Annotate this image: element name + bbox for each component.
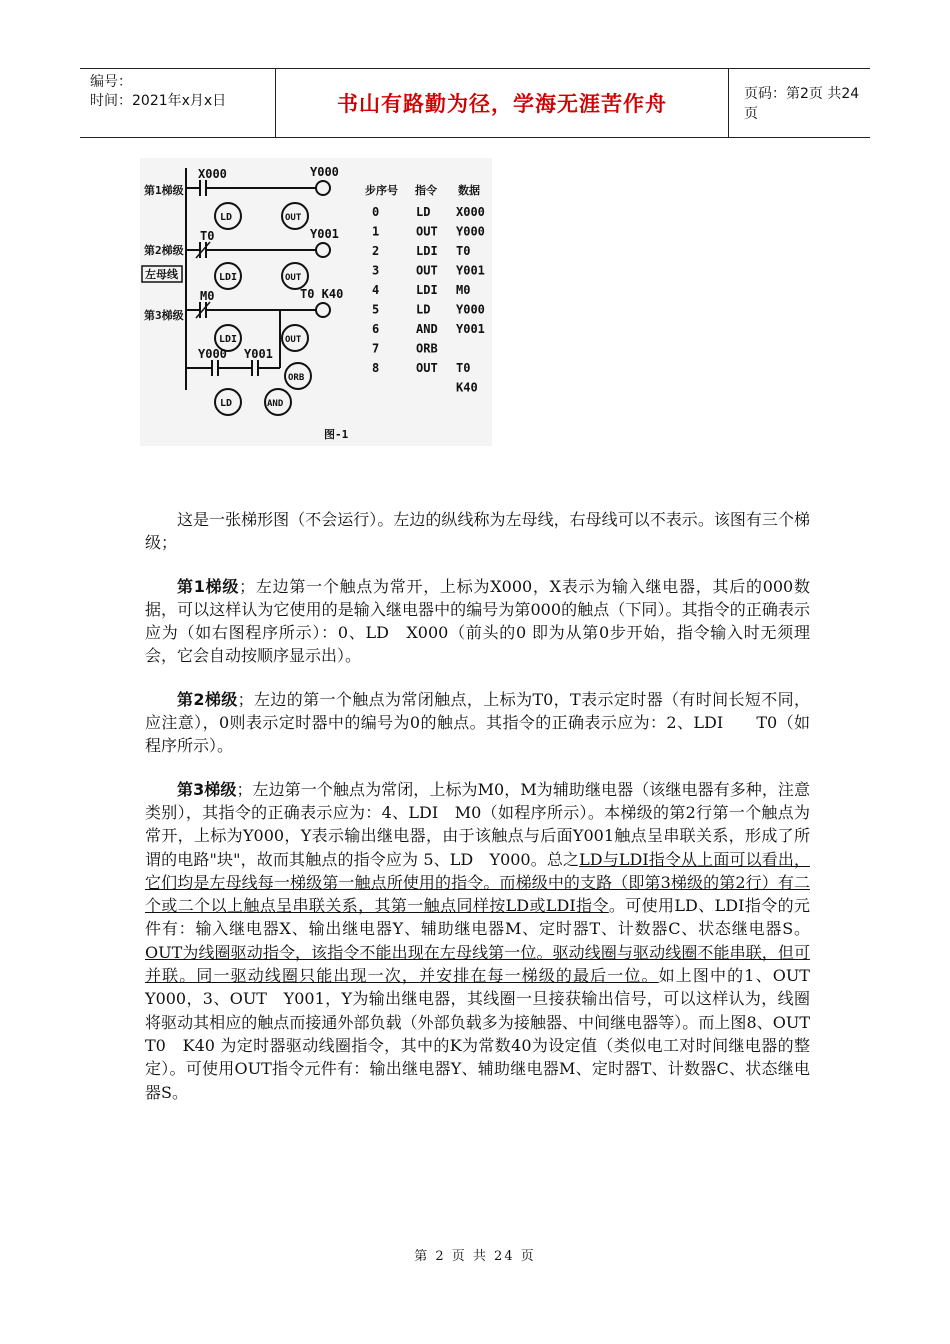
rung2-label: 第2梯级 [144, 244, 184, 257]
page-footer: 第 2 页 共 24 页 [414, 1249, 536, 1264]
and-symbol-label: AND [267, 399, 284, 409]
table-cell: 6 [372, 322, 380, 336]
rung2-text: ；左边的第一个触点为常闭触点，上标为T0，T表示定时器（有时间长短不同，应注意），0则表示定时器中的编号为0的触点。其指令的正确表示应为：2、LDI T0（如程序所示）。 [145, 689, 811, 756]
table-cell: LDI [416, 283, 438, 297]
table-cell: K40 [456, 380, 478, 395]
out-symbol-2-label: OUT [285, 273, 302, 283]
contact-m0-label: M0 [200, 289, 215, 303]
rung3-text-b: 。可使用LD、LDI指令的元件有：输入继电器X、输出继电器Y、辅助继电器M、定时器T、计数器C、状态继电器S。 [145, 896, 810, 939]
coil-y000-label: Y000 [310, 165, 339, 179]
coil-t0 [316, 303, 330, 317]
table-cell: OUT [416, 224, 438, 239]
contact-x000-label: X000 [198, 167, 227, 181]
ladder-diagram [140, 158, 492, 446]
header-info-cell [80, 69, 276, 137]
table-cell: X000 [456, 205, 485, 219]
table-cell: OUT [416, 263, 438, 278]
out-symbol-3-label: OUT [285, 335, 302, 345]
table-cell: 2 [372, 244, 380, 258]
table-cell: 3 [372, 263, 380, 278]
table-cell: Y000 [456, 302, 485, 317]
table-cell: 7 [372, 341, 380, 356]
rung3-text-c: 如上图中的1、OUT Y000，3、OUT Y001，Y为输出继电器，其线圈一旦接获输出信号，可以这样认为，线圈将驱动其相应的触点而接通外部负载（外部负载多为接触器、中间继电器等）。而上图8、OUT T0 K40 为定时器驱动线圈指令，其中的K为常数40为设定值（类似电工对时间继电器的整定）。可使用OUT指令元件有：输出继电器Y、辅助继电器M、定时器T、计数器C、状态继电器S。 [145, 966, 827, 1102]
rung1-text: ；左边第一个触点为常开，上标为X000，X表示为输入继电器，其后的000数据，可以这样认为它使用的是输入继电器中的编号为第000的触点（下同）。其指令的正确表示应为（如右图程序所示）：0、LD X000（前头的0 即为从第0步开始，指令输入时无须理会，它会自动按顺序显示出）。 [145, 576, 810, 666]
contact-y000-label: Y000 [198, 347, 227, 361]
table-cell: M0 [456, 283, 471, 297]
body-text [145, 508, 827, 1124]
ld-symbol-2-label: LD [220, 398, 233, 409]
rung3-underline-2: OUT为线圈驱动指令，该指令不能出现在左母线第一位。驱动线圈与驱动线圈不能串联，但可并联。同一驱动线圈只能出现一次，并安排在每一梯级的最后一位。 [145, 942, 810, 986]
table-header-data: 数据 [458, 184, 480, 197]
table-cell: Y001 [456, 322, 485, 336]
table-cell: LD [416, 205, 431, 219]
left-bus-label: 左母线 [145, 268, 178, 281]
orb-symbol-label: ORB [288, 373, 305, 383]
paragraph-rung3 [145, 778, 827, 1104]
page-info: 页码：第2页 共24页 [744, 86, 860, 122]
table-cell: T0 [456, 244, 471, 258]
coil-y000 [316, 181, 330, 195]
rung3-text-a: ；左边第一个触点为常闭，上标为M0，M为辅助继电器（该继电器有多种，注意类别），其指令的正确表示应为：4、LDI M0（如程序所示）。本梯级的第2行第一个触点为常开，上标为Y000，Y表示输出继电器，由于该触点与后面Y001触点呈串联关系，形成了所谓的电路"块"，故而其触点的指令应为 5、LD Y000。总之 [145, 779, 810, 869]
contact-t0-label: T0 [200, 229, 215, 243]
rung3-label: 第3梯级 [144, 309, 184, 322]
paragraph-intro: 这是一张梯形图（不会运行）。左边的纵线称为左母线，右母线可以不表示。该图有三个梯级； [145, 510, 810, 553]
coil-y001-label: Y001 [310, 227, 339, 241]
table-cell: 5 [372, 302, 380, 317]
table-cell: LDI [416, 244, 438, 258]
table-cell: 0 [372, 205, 380, 219]
date-label: 时间：2021年x月x日 [90, 93, 227, 109]
ladder-diagram-figure [140, 158, 492, 446]
table-cell: AND [416, 322, 438, 336]
ld-symbol-label: LD [220, 212, 233, 223]
table-cell: LD [416, 302, 431, 317]
table-cell: T0 [456, 361, 471, 375]
rung3-underline-1: LD与LDI指令从上面可以看出，它们均是左母线每一梯级第一触点所使用的指令。而梯级中的支路（即第3梯级的第2行）有二个或二个以上触点呈串联关系，其第一触点同样按LD或LDI指令 [145, 849, 810, 916]
figure-caption: 图-1 [324, 428, 349, 441]
header-table [80, 68, 870, 138]
rung1-label: 第1梯级 [144, 184, 184, 197]
ldi-symbol-2-label: LDI [219, 334, 238, 345]
ldi-symbol-label: LDI [219, 272, 238, 283]
contact-y001-label: Y001 [244, 347, 273, 361]
out-symbol-label: OUT [285, 213, 302, 223]
table-cell: 4 [372, 283, 380, 297]
table-cell: 8 [372, 361, 380, 375]
rung1-title: 第1梯级 [177, 576, 240, 596]
code-label: 编号： [90, 74, 132, 90]
coil-y001 [316, 243, 330, 257]
rung3-title: 第3梯级 [177, 779, 237, 799]
paragraph-rung1 [145, 575, 810, 668]
table-cell: 1 [372, 224, 380, 239]
paragraph-rung2 [145, 688, 810, 758]
instruction-table [365, 183, 480, 197]
rung2-title: 第2梯级 [177, 689, 238, 709]
table-cell: ORB [416, 341, 438, 356]
table-header-step: 步序号 [365, 184, 398, 197]
table-header-instr: 指令 [415, 184, 437, 197]
coil-t0-label: T0 K40 [300, 287, 344, 301]
table-cell: OUT [416, 361, 438, 375]
table-cell: Y000 [456, 224, 485, 239]
table-cell: Y001 [456, 263, 485, 278]
motto: 书山有路勤为径，学海无涯苦作舟 [276, 69, 729, 137]
